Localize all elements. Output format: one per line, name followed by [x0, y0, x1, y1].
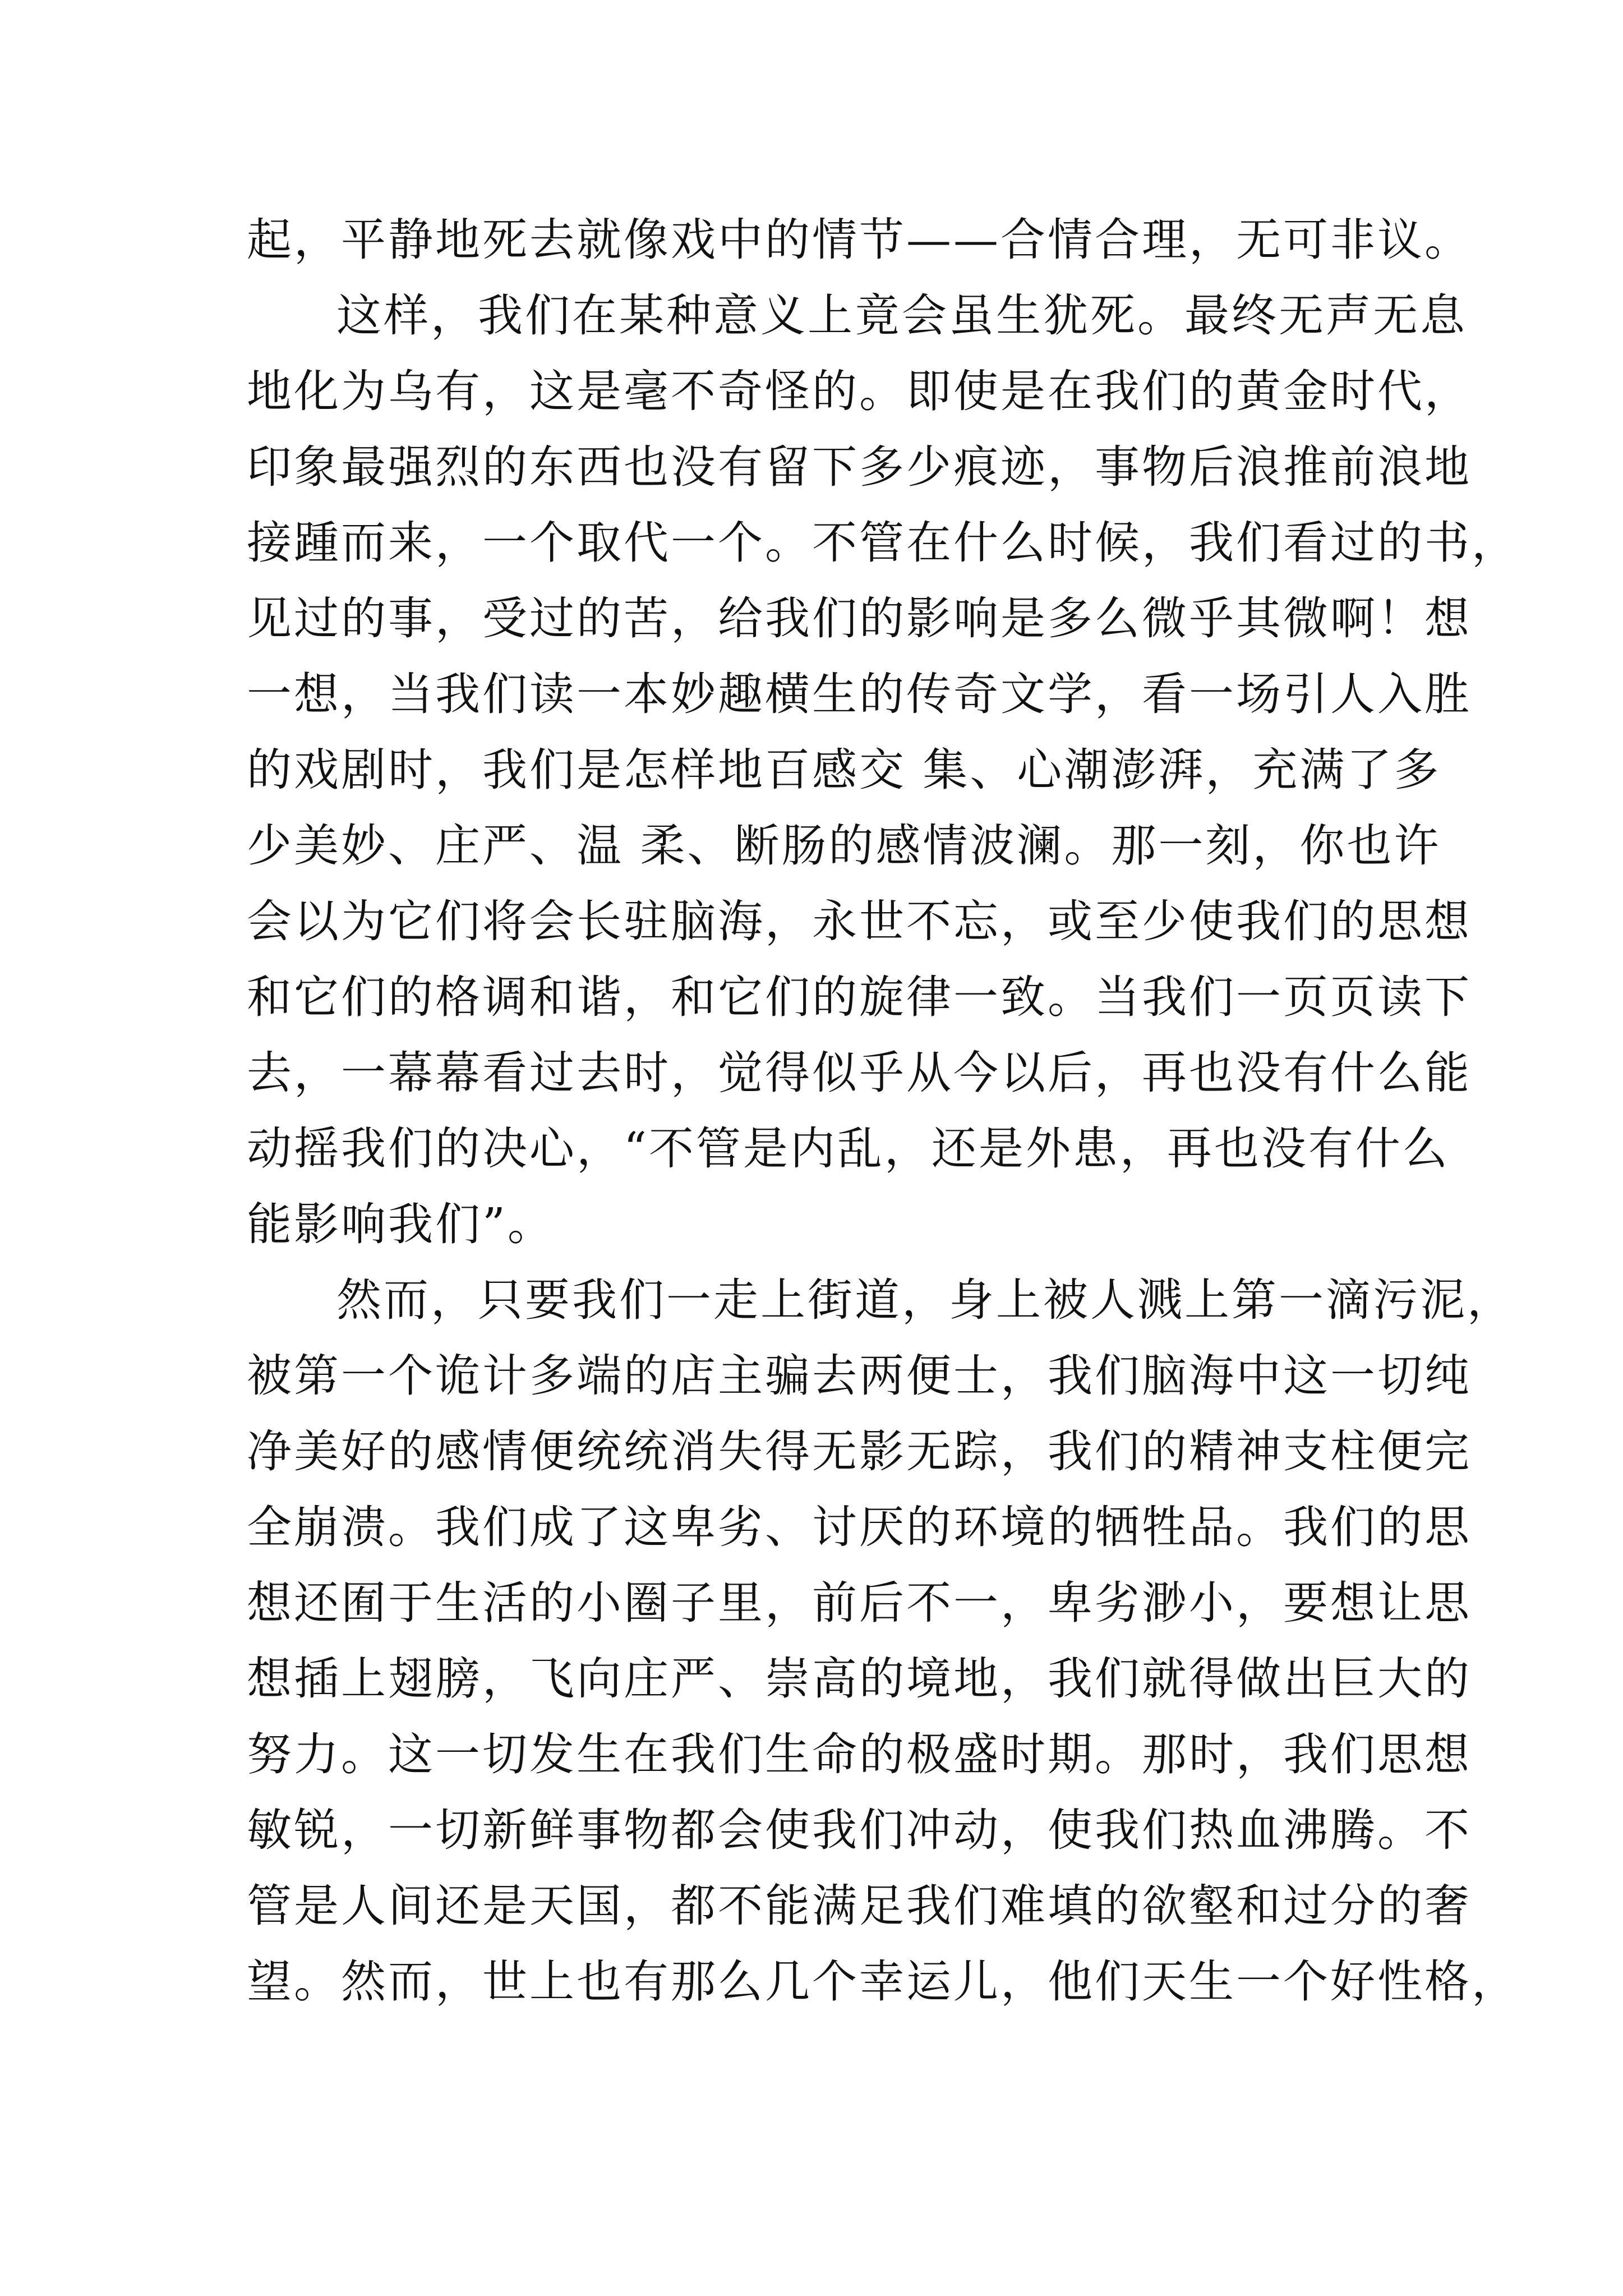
text-line: 会以为它们将会长驻脑海，永世不忘，或至少使我们的思想 — [247, 895, 1472, 947]
text-line: 能影响我们”。 — [247, 1198, 555, 1250]
text-line: 少美妙、庄严、温 柔、断肠的感情波澜。那一刻，你也许 — [247, 820, 1441, 872]
text-line: 地化为乌有，这是毫不奇怪的。即使是在我们的黄金时代， — [247, 365, 1472, 417]
text-line: 和它们的格调和谐，和它们的旋律一致。当我们一页页读下 — [247, 971, 1472, 1023]
text-line: 想还囿于生活的小圈子里，前后不一，卑劣渺小，要想让思 — [247, 1577, 1472, 1629]
text-line: 动摇我们的决心，“不管是内乱，还是外患，再也没有什么 — [247, 1122, 1450, 1175]
text-line: 一想，当我们读一本妙趣横生的传奇文学，看一场引人入胜 — [247, 668, 1472, 720]
text-line: 接踵而来，一个取代一个。不管在什么时候，我们看过的书， — [247, 517, 1519, 569]
body-text — [247, 202, 1519, 2019]
text-line: 努力。这一切发生在我们生命的极盛时期。那时，我们思想 — [247, 1728, 1472, 1780]
text-line: 这样，我们在某种意义上竟会虽生犹死。最终无声无息 — [336, 289, 1467, 342]
text-line: 管是人间还是天国，都不能满足我们难填的欲壑和过分的奢 — [247, 1880, 1472, 1932]
text-line: 被第一个诡计多端的店主骗去两便士，我们脑海中这一切纯 — [247, 1350, 1472, 1402]
text-line: 见过的事，受过的苦，给我们的影响是多么微乎其微啊！想 — [247, 592, 1472, 645]
text-line: 起，平静地死去就像戏中的情节——合情合理，无可非议。 — [247, 214, 1472, 266]
text-line: 印象最强烈的东西也没有留下多少痕迹，事物后浪推前浪地 — [247, 441, 1472, 493]
text-line: 然而，只要我们一走上街道，身上被人溅上第一滴污泥， — [336, 1274, 1514, 1326]
text-line: 的戏剧时，我们是怎样地百感交 集、心潮澎湃，充满了多 — [247, 744, 1441, 796]
text-line: 全崩溃。我们成了这卑劣、讨厌的环境的牺牲品。我们的思 — [247, 1501, 1472, 1553]
text-line: 望。然而，世上也有那么几个幸运儿，他们天生一个好性格， — [247, 1955, 1519, 2008]
text-line: 净美好的感情便统统消失得无影无踪，我们的精神支柱便完 — [247, 1425, 1472, 1478]
text-line: 想插上翅膀，飞向庄严、崇高的境地，我们就得做出巨大的 — [247, 1653, 1472, 1705]
text-line: 敏锐，一切新鲜事物都会使我们冲动，使我们热血沸腾。不 — [247, 1804, 1472, 1856]
text-line: 去，一幕幕看过去时，觉得似乎从今以后，再也没有什么能 — [247, 1047, 1472, 1099]
